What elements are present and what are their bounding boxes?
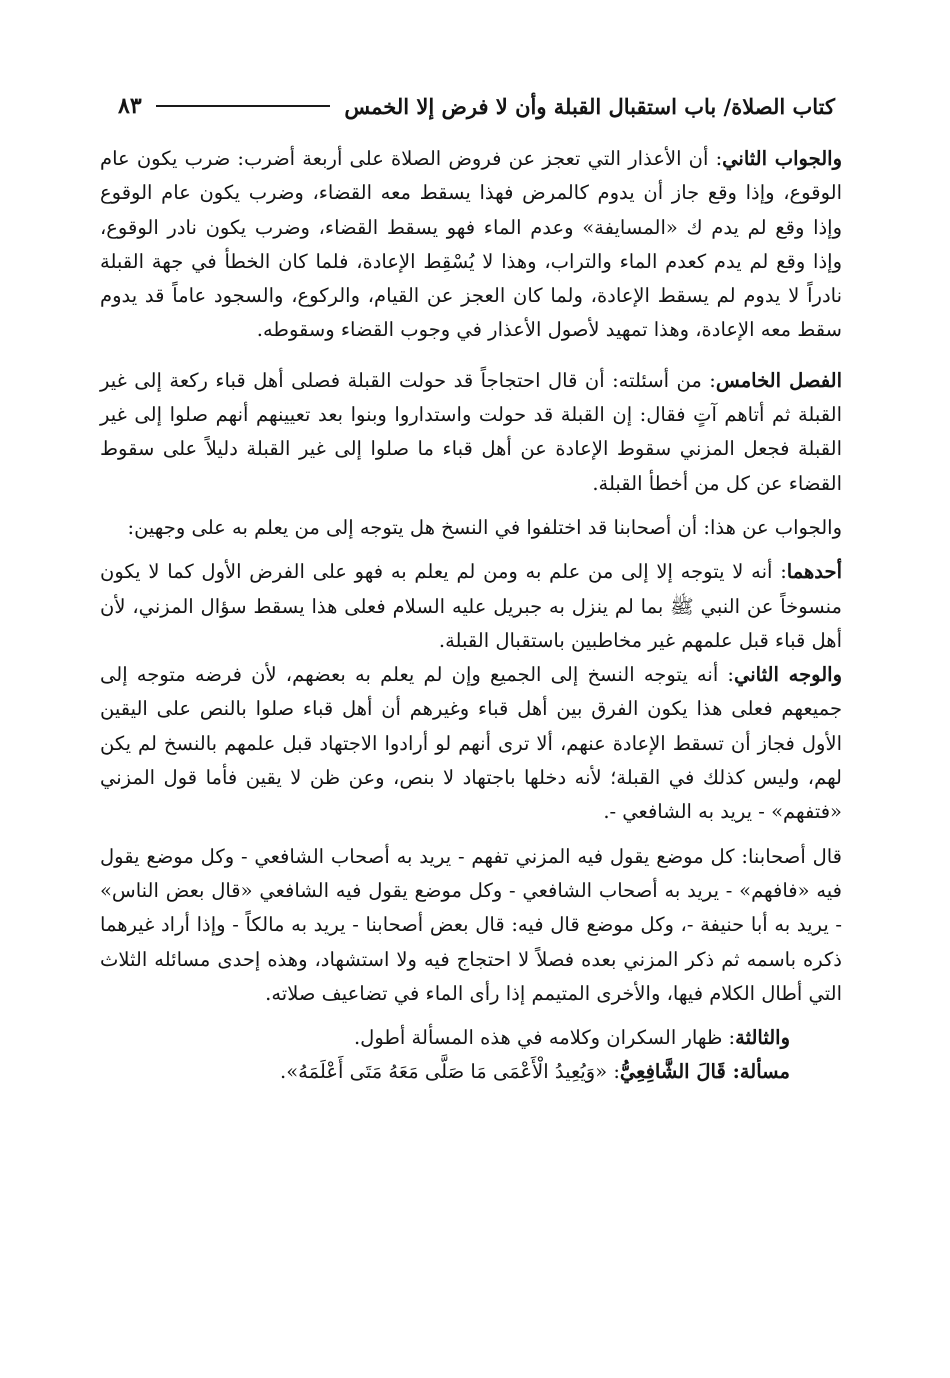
paragraph-text: : من أسئلته: أن قال احتجاجاً قد حولت القبلة فصلى أهل قباء ركعة إلى غير القبلة ثم أتاهم آتٍ فقال: إن القبلة قد حولت واستداروا وبنوا بعد تعيينهم أنهم صلوا إلى غير القبلة فجعل المزني سقوط الإعادة عن أهل قباء ما صلوا إلى غير القبلة دليلاً على سقوط القضاء عن كل من أخطأ القبلة. (100, 368, 842, 495)
paragraph-text: قال أصحابنا: كل موضع يقول فيه المزني تفهم - يريد به أصحاب الشافعي - وكل موضع يقول فيه «فافهم» - يريد به أصحاب الشافعي - وكل موضع يقول فيه الشافعي «قال بعض الناس» - يريد به أبا حنيفة -، وكل موضع قال فيه: قال بعض أصحابنا - يريد به مالكاً - وإذا أراد غيرهما ذكره باسمه ثم ذكر المزني بعده فصلاً لا احتجاج فيه ولا استشهاد، وهذه إحدى مسائله الثلاث التي أطال الكلام فيها، والأخرى المتيمم إذا رأى الماء في تضاعيف صلاته. (100, 844, 842, 1005)
paragraph-lead: الفصل الخامس (715, 368, 842, 392)
paragraph-answer-to-this (100, 511, 842, 545)
paragraph-text: : أنه لا يتوجه إلا إلى من علم به ومن لم يعلم به فهو على الفرض الأول كما لا يكون منسوخاً عن النبي ﷺ بما لم ينزل به جبريل عليه السلام فعلى هذا يسقط سؤال المزني، لأن أهل قباء قبل علمهم غير مخاطبين باستقبال القبلة. (100, 560, 842, 652)
paragraph-first-aspect (100, 555, 842, 658)
paragraph-lead: والثالثة (735, 1026, 790, 1050)
paragraph-second-answer (100, 142, 842, 348)
paragraph-fifth-section (100, 364, 842, 501)
paragraph-text: والجواب عن هذا: أن أصحابنا قد اختلفوا في النسخ هل يتوجه إلى من يعلم به على وجهين: (127, 515, 842, 539)
running-header (118, 88, 835, 124)
paragraph-text: : أن الأعذار التي تعجز عن فروض الصلاة على أربعة أضرب: ضرب يكون عام الوقوع، وإذا وقع جاز أن يدوم كالمرض فهذا يسقط معه القضاء، وضرب يكون عام الوقوع وإذا وقع لم يدم ك «المسايفة» وعدم الماء فهو يسقط القضاء، وضرب يكون نادر الوقوع، وإذا وقع لم يدم كعدم الماء والتراب، وهذا لا يُسْقِط الإعادة، فلما كان الخطأ في جهة القبلة نادراً لا يدوم لم يسقط الإعادة، ولما كان العجز عن القيام، والركوع، والسجود عاماً قد يدوم سقط معه الإعادة، وهذا تمهيد لأصول الأعذار في وجوب القضاء وسقوطه. (100, 147, 842, 342)
paragraph-lead: أحدهما (786, 560, 842, 584)
paragraph-second-aspect (100, 658, 842, 829)
paragraph-lead: مسألة: قَالَ الشَّافِعِيُّ (619, 1060, 790, 1084)
chapter-title: كتاب الصلاة/ باب استقبال القبلة وأن لا فرض إلا الخمس (344, 93, 835, 119)
header-rule (156, 105, 331, 107)
paragraph-our-companions (100, 840, 842, 1011)
page-body (100, 142, 842, 1090)
paragraph-text: : أنه يتوجه النسخ إلى الجميع وإن لم يعلم به بعضهم، لأن فرضه متوجه إلى جميعهم فعلى هذا يكون الفرق بين أهل قباء وغيرهم أن أهل قباء صلوا بالنص على اليقين الأول فجاز أن تسقط الإعادة عنهم، ألا ترى أنهم لو أرادوا الاجتهاد قبل علمهم بالنسخ لم يكن لهم، وليس كذلك في القبلة؛ لأنه دخلها باجتهاد لا بنص، وعن ظن لا يقين فأما قول المزني «فتفهم» - يريد به الشافعي -. (100, 663, 842, 824)
paragraph-lead: والوجه الثاني (734, 663, 843, 687)
paragraph-text: : «وَيُعِيدُ الْأَعْمَى مَا صَلَّى مَعَهُ مَتَى أَعْلَمَهُ». (280, 1060, 620, 1084)
paragraph-issue (100, 1055, 842, 1089)
page-number: ٨٣ (118, 93, 142, 119)
paragraph-lead: والجواب الثاني (722, 147, 842, 170)
paragraph-text: : ظهار السكران وكلامه في هذه المسألة أطول. (353, 1026, 736, 1050)
paragraph-third (100, 1021, 842, 1055)
